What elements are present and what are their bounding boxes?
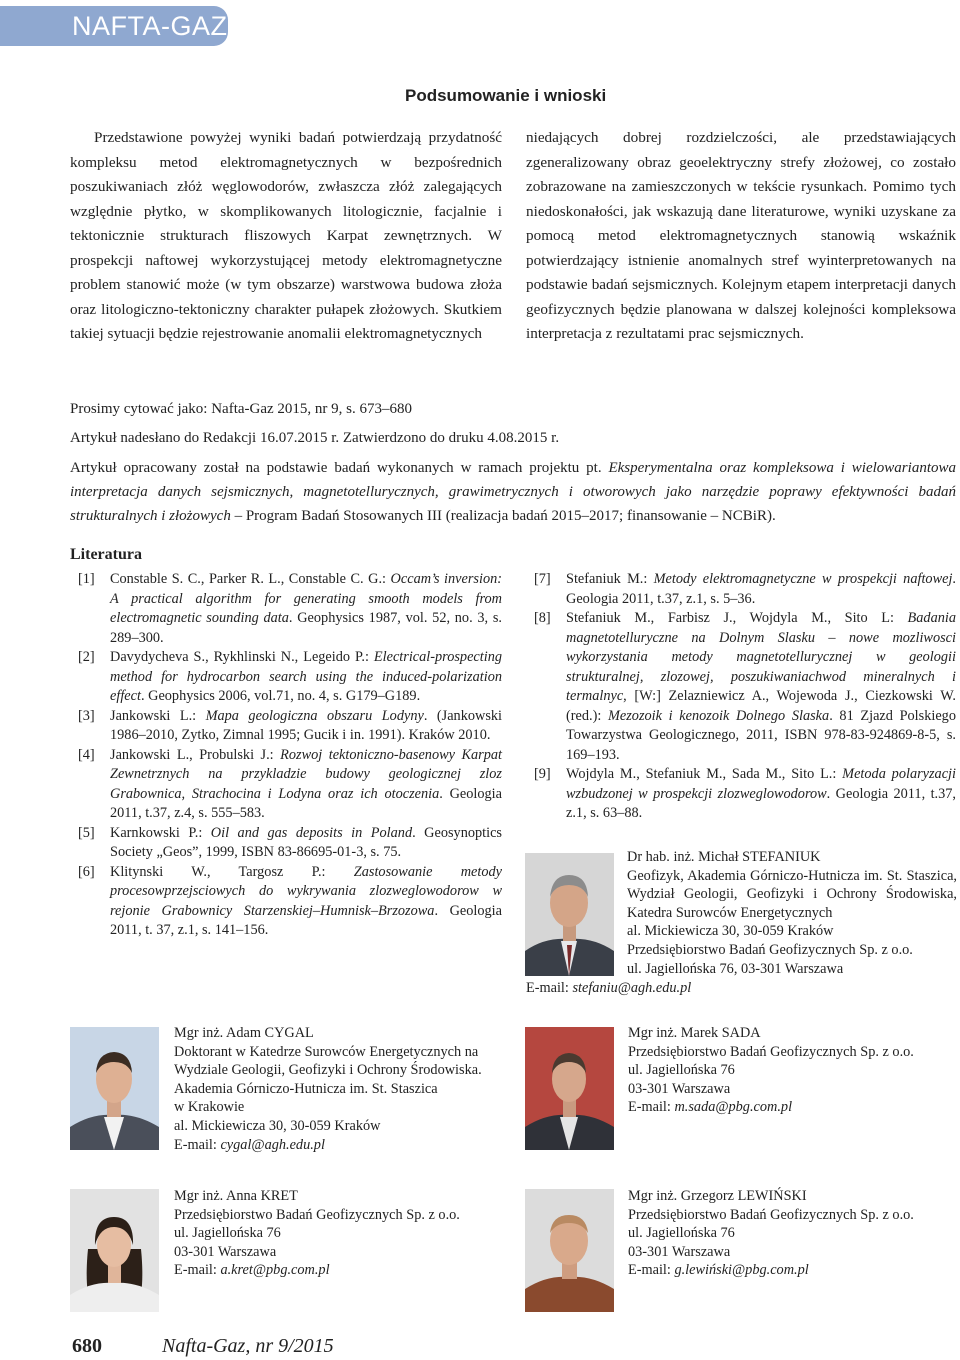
portrait-image	[525, 1027, 614, 1150]
reference-source: . Geosynoptics Society „Geos”, 1999, ISBN 83-86695-01-3, s. 75.	[110, 824, 502, 860]
reference-item	[70, 746, 502, 824]
reference-authors: Stefaniuk M., Farbisz J., Wojdyla M., Sito L:	[566, 610, 908, 626]
author-email: cygal@agh.edu.pl	[220, 1136, 325, 1153]
body-column-left	[70, 126, 502, 347]
reference-book-title: Mezozoik i kenozoik Dolnego Slaska	[607, 707, 830, 724]
reference-title: Metody elektromagnetyczne w prospekcji naftowej	[653, 571, 953, 587]
reference-list-right	[526, 570, 956, 824]
reference-list-left	[70, 570, 502, 941]
body-column-right	[526, 126, 956, 347]
author-bio-sada	[628, 1024, 958, 1117]
funding-note	[70, 456, 956, 528]
author-company-address: ul. Jagiellońska 76, 03-301 Warszawa	[627, 960, 844, 977]
reference-number: [9]	[534, 766, 551, 782]
reference-authors: Wojdyla M., Stefaniuk M., Sada M., Sito L.:	[566, 766, 843, 782]
email-label: E-mail:	[526, 980, 573, 996]
reference-source: . Geophysics 2006, vol.71, no. 4, s. G179–G189.	[140, 688, 421, 704]
reference-authors: Davydycheva S., Rykhlinski N., Legeido P.:	[110, 649, 374, 665]
portrait-image	[525, 1189, 614, 1312]
author-name: Mgr inż. Marek SADA	[628, 1025, 761, 1041]
author-email: stefaniu@agh.edu.pl	[572, 980, 692, 996]
author-company: Przedsiębiorstwo Badań Geofizycznych Sp. z o.o.	[627, 941, 913, 958]
author-email: g.lewiński@pbg.com.pl	[674, 1262, 809, 1279]
reference-authors: Karnkowski P.:	[110, 824, 211, 841]
reference-title: Mapa geologiczna obszaru Lodyny	[205, 707, 424, 724]
reference-item	[526, 765, 956, 824]
author-affiliation-line: w Krakowie	[174, 1099, 245, 1116]
reference-authors: Constable S. C., Parker R. L., Constable C. G.:	[110, 571, 391, 587]
author-company: Przedsiębiorstwo Badań Geofizycznych Sp. z o.o.	[174, 1206, 460, 1223]
reference-source: . Geologia 2011, t.37, z.4, s. 555–583.	[110, 785, 503, 821]
reference-source: , [W:] Zelazniewicz A., Wojewoda J., Ciezkowski W. (red.):	[566, 688, 956, 724]
author-city: 03-301 Warszawa	[628, 1080, 731, 1097]
reference-source: . (Jankowski 1986–2010, Zytko, Zimnal 1995; Gucik i in. 1991). Kraków 2010.	[110, 707, 502, 743]
reference-authors: Jankowski L., Probulski J.:	[110, 746, 281, 763]
funding-suffix: – Program Badań Stosowanych III (realizacja badań 2015–2017; finansowanie – NCBiR).	[230, 508, 776, 524]
reference-item	[70, 824, 502, 863]
reference-item	[526, 609, 956, 765]
reference-source: . Geophysics 1987, vol. 52, no. 3, s. 289–300.	[110, 610, 503, 646]
journal-header-tab	[0, 6, 228, 46]
reference-title: Rozwoj tektoniczno-basenowy Karpat Zewnetrznych na przykladzie budowy geologicznej zloz Grabownica, Strachocina i Lodyna oraz ich otoczenia	[110, 746, 502, 802]
reference-authors: Jankowski L.:	[110, 707, 206, 724]
author-affiliation: Geofizyk, Akademia Górniczo-Hutnicza im. St. Staszica, Wydział Geologii, Geofizyki i Ochrony Środowiska, Katedra Surowców Energetycznych	[627, 867, 957, 921]
email-label: E-mail:	[628, 1099, 675, 1116]
author-bio-kret	[174, 1187, 504, 1280]
submission-dates: Artykuł nadesłano do Redakcji 16.07.2015 r. Zatwierdzono do druku 4.08.2015 r.	[70, 430, 560, 446]
journal-name: NAFTA-GAZ	[72, 11, 228, 41]
author-street: ul. Jagiellońska 76	[628, 1062, 735, 1079]
author-affiliation-line: Wydziale Geologii, Geofizyki i Ochrony Środowiska.	[174, 1062, 482, 1079]
reference-source: . Geologia 2011, t.37, z.1, s. 63–88.	[566, 785, 956, 821]
author-photo-stefaniuk	[525, 853, 614, 976]
reference-title: Zastosowanie metody procesowprzejsciowych do wykrywania zlozweglowodorow w rejonie Grabownicy Starzenskiej–Humnisk–Brzozowa	[110, 863, 502, 919]
reference-title: Badania magnetotelluryczne na Dolnym Slasku – nowe mozliwosci wykorzystania metody magnetotellurycznej w geologii strukturalnej, zlozowej, poszukiwaniachwod mineralnych i termalnyc	[566, 610, 956, 704]
author-address: al. Mickiewicza 30, 30-059 Kraków	[174, 1117, 381, 1134]
author-street: ul. Jagiellońska 76	[628, 1225, 735, 1242]
author-company: Przedsiębiorstwo Badań Geofizycznych Sp. z o.o.	[628, 1043, 914, 1060]
portrait-image	[525, 853, 614, 976]
portrait-image	[70, 1189, 159, 1312]
author-photo-kret	[70, 1189, 159, 1312]
literature-heading: Literatura	[70, 546, 142, 563]
email-label: E-mail:	[174, 1136, 221, 1153]
reference-number: [3]	[78, 707, 95, 724]
reference-item	[526, 570, 956, 609]
reference-source: . Geologia 2011, t.37, z.1, s. 5–36.	[566, 571, 956, 607]
author-bio-lewinski	[628, 1187, 958, 1280]
author-name: Dr hab. inż. Michał STEFANIUK	[627, 849, 821, 865]
reference-item	[70, 863, 502, 941]
body-paragraph: Przedstawione powyżej wyniki badań potwierdzają przydatność kompleksu metod elektromagnetycznych w bezpośrednich poszukiwaniach złóż węglowodorów, zwłaszcza złóż zalegających względnie płytko, w skomplikowanych litologicznie, facjalnie i tektonicznie strukturach fliszowych Karpat zewnętrznych. W prospekcji naftowej wykorzystującej metody elektromagnetyczne problem stanowić może (w tym obszarze) warstwowa budowa złoża oraz litologiczno-tektoniczny charakter pułapek złożowych. Skutkiem takiej sytuacji będzie rejestrowanie anomalii elektromagnetycznych	[70, 129, 502, 342]
funding-project-title: Eksperymentalna oraz kompleksowa i wielowariantowa interpretacja danych sejsmicznych, magnetotellurycznych, grawimetrycznych i otworowych jako narzędzie poprawy efektywności badań strukturalnych i złożowych	[70, 460, 956, 524]
reference-number: [4]	[78, 746, 95, 763]
page-number: 680	[72, 1335, 102, 1357]
body-paragraph-continued: niedających dobrej rozdzielczości, ale przedstawiających zgeneralizowany obraz geoelektryczny strefy złożowej, co zostało zobrazowane na zamieszczonych w tekście rysunkach. Pomimo tych niedoskonałości, jak wskazują dane literaturowe, wyniki uzyskane za pomocą metod elektromagnetycznych stanowią wskaźnik potwierdzający istnienie anomalnych stref wyinterpretowanych na podstawie badań sejsmicznych. Kolejnym etapem interpretacji danych geofizycznych będzie planowana w dalszej kolejności kompleksowa interpretacja z rezultatami prac sejsmicznych.	[526, 129, 956, 342]
reference-number: [7]	[534, 571, 551, 587]
author-affiliation-line: Akademia Górniczo-Hutnicza im. St. Staszica	[174, 1080, 438, 1097]
reference-title: Occam’s inversion: A practical algorithm for generating smooth models from electromagnetic sounding data	[110, 571, 503, 626]
author-address: al. Mickiewicza 30, 30-059 Kraków	[627, 923, 834, 940]
reference-authors: Klitynski W., Targosz P.:	[110, 863, 354, 880]
author-photo-cygal	[70, 1027, 159, 1150]
reference-number: [5]	[78, 824, 95, 841]
author-city: 03-301 Warszawa	[628, 1243, 731, 1260]
author-street: ul. Jagiellońska 76	[174, 1225, 281, 1242]
reference-item	[70, 707, 502, 746]
reference-item	[70, 648, 502, 707]
portrait-image	[70, 1027, 159, 1150]
reference-number: [1]	[78, 571, 95, 587]
reference-source: . Geologia 2011, t. 37, z.1, s. 141–156.	[110, 902, 502, 938]
author-email: m.sada@pbg.com.pl	[674, 1099, 793, 1116]
funding-prefix: Artykuł opracowany został na podstawie badań wykonanych w ramach projektu pt.	[70, 460, 609, 476]
author-name: Mgr inż. Grzegorz LEWIŃSKI	[628, 1188, 807, 1204]
citation-line: Prosimy cytować jako: Nafta-Gaz 2015, nr 9, s. 673–680	[70, 401, 413, 417]
author-email: a.kret@pbg.com.pl	[220, 1262, 330, 1279]
author-name: Mgr inż. Anna KRET	[174, 1188, 298, 1204]
email-label: E-mail:	[174, 1262, 221, 1279]
reference-number: [2]	[78, 649, 95, 665]
email-label: E-mail:	[628, 1262, 675, 1279]
section-title: Podsumowanie i wnioski	[405, 86, 607, 105]
reference-title: Metoda polaryzacji wzbudzonej w prospekcji zlozweglowodorow	[566, 766, 956, 802]
author-bio-cygal	[174, 1024, 504, 1154]
author-bio-stefaniuk	[627, 848, 957, 978]
reference-title: Electrical-prospecting method for hydrocarbon search using the induced-polarization effect	[110, 649, 502, 704]
author-city: 03-301 Warszawa	[174, 1243, 277, 1260]
reference-number: [6]	[78, 863, 95, 880]
reference-source-2: . 81 Zjazd Polskiego Towarzystwa Geologicznego, 2011, ISBN 978-83-924869-8-5, s. 169–193.	[566, 707, 956, 763]
author-photo-sada	[525, 1027, 614, 1150]
author-photo-lewinski	[525, 1189, 614, 1312]
author-affiliation-line: Doktorant w Katedrze Surowców Energetycznych na	[174, 1043, 479, 1060]
reference-title: Oil and gas deposits in Poland	[210, 824, 413, 841]
reference-number: [8]	[534, 610, 551, 626]
reference-item	[70, 570, 502, 648]
author-email-line-stefaniuk	[526, 979, 691, 998]
author-name: Mgr inż. Adam CYGAL	[174, 1025, 314, 1041]
author-company: Przedsiębiorstwo Badań Geofizycznych Sp. z o.o.	[628, 1206, 914, 1223]
footer-journal-issue: Nafta-Gaz, nr 9/2015	[162, 1335, 334, 1357]
reference-authors: Stefaniuk M.:	[566, 571, 654, 587]
